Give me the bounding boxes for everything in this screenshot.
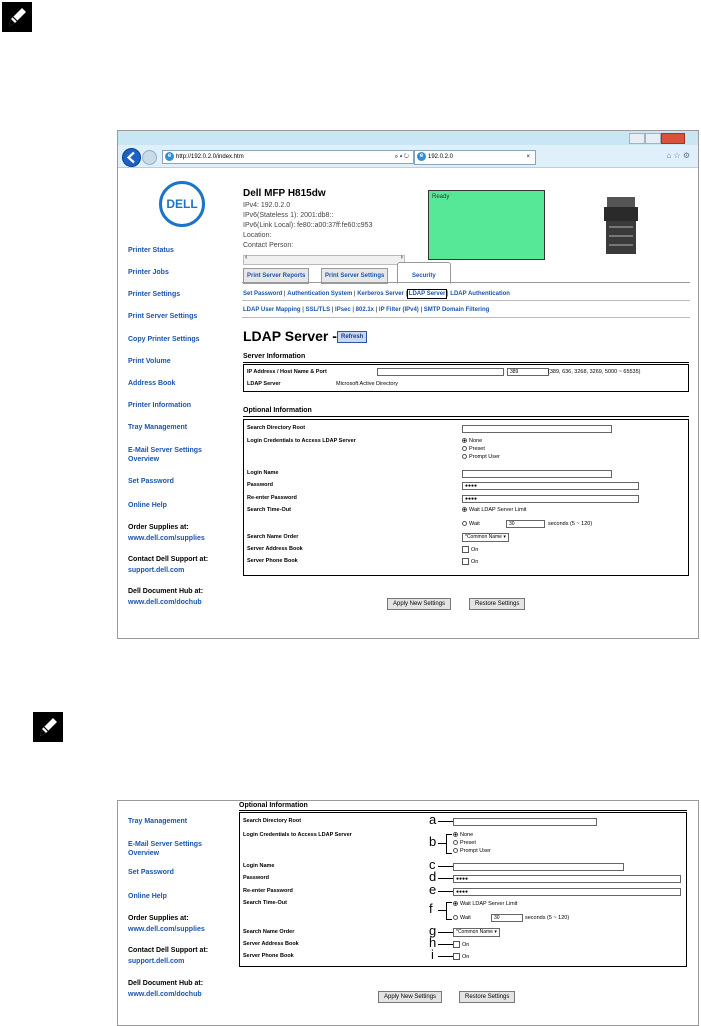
radio-icon	[453, 848, 458, 853]
optional-information-panel	[239, 812, 687, 967]
radio-selected-icon	[462, 438, 467, 443]
sidebar-item-address-book[interactable]: Address Book	[128, 380, 176, 387]
address-book-checkbox[interactable]	[453, 941, 469, 948]
search-timeout-label: Search Time-Out	[243, 900, 287, 906]
search-name-order-label: Search Name Order	[247, 534, 299, 540]
link-ldap-authentication[interactable]: LDAP Authentication	[450, 291, 510, 297]
note-pencil-icon	[2, 2, 32, 32]
links-divider	[242, 300, 690, 301]
sidebar-item-printer-jobs[interactable]: Printer Jobs	[128, 269, 169, 276]
password-input[interactable]: ●●●●	[462, 482, 639, 490]
login-credentials-label: Login Credentials to Access LDAP Server	[247, 438, 356, 444]
sidebar-item-printer-status[interactable]: Printer Status	[128, 247, 174, 254]
tab-close-icon[interactable]: ×	[526, 154, 530, 160]
scroll-right-icon[interactable]: ›	[400, 254, 403, 261]
callout-line	[438, 866, 453, 867]
ie-icon: e	[165, 152, 174, 161]
sidebar-item-tray-management[interactable]: Tray Management	[128, 818, 188, 825]
timeout-wait-option[interactable]	[453, 915, 471, 921]
browser-window	[117, 130, 699, 639]
reenter-password-input[interactable]: ●●●●	[453, 888, 681, 896]
link-set-password[interactable]: Set Password	[243, 291, 283, 297]
callout-h: h	[429, 935, 437, 950]
note-pencil-icon	[33, 712, 63, 742]
phone-book-checkbox[interactable]	[462, 558, 478, 565]
contact-support-link[interactable]: support.dell.com	[128, 567, 185, 574]
device-location: Location:	[243, 232, 272, 239]
callout-line	[438, 821, 453, 822]
ip-address-input[interactable]	[377, 368, 504, 376]
radio-icon	[462, 446, 467, 451]
document-hub-label: Dell Document Hub at:	[128, 980, 204, 987]
optional-information-heading: Optional Information	[239, 802, 308, 809]
timeout-hint: seconds (5 ~ 120)	[525, 915, 570, 921]
document-hub-link[interactable]: www.dell.com/dochub	[128, 991, 202, 998]
checkbox-icon	[462, 546, 469, 553]
device-contact: Contact Person:	[243, 242, 294, 249]
timeout-hint: seconds (5 ~ 120)	[548, 521, 593, 527]
cred-prompt-label: Prompt User	[460, 848, 491, 854]
sidebar-item-print-server-settings[interactable]: Print Server Settings	[128, 313, 198, 320]
apply-new-settings-button[interactable]: Apply New Settings	[378, 991, 442, 1003]
ip-address-label: IP Address / Host Name & Port	[247, 369, 327, 375]
search-name-order-label: Search Name Order	[243, 929, 295, 935]
ldap-server-value: Microsoft Active Directory	[336, 381, 399, 387]
restore-settings-button[interactable]: Restore Settings	[459, 991, 515, 1003]
callout-line	[438, 843, 446, 844]
radio-selected-icon	[453, 832, 458, 837]
link-ipsec[interactable]: IPsec	[335, 307, 351, 313]
timeout-server-limit-option[interactable]	[453, 901, 517, 907]
on-label: On	[462, 941, 470, 948]
document-hub-label: Dell Document Hub at:	[128, 588, 204, 595]
browser-tab[interactable]	[414, 150, 536, 165]
search-root-label: Search Directory Root	[243, 818, 302, 824]
checkbox-icon	[453, 953, 460, 960]
tab-print-server-settings[interactable]: Print Server Settings	[321, 268, 388, 284]
arrow-left-icon	[123, 149, 140, 166]
reenter-password-label: Re-enter Password	[247, 495, 297, 501]
callout-a: a	[429, 812, 437, 827]
reenter-password-input[interactable]: ●●●●	[462, 495, 639, 503]
callout-bracket	[446, 834, 452, 854]
timeout-opt2-label: Wait	[469, 521, 480, 527]
back-button[interactable]	[122, 148, 141, 167]
password-label: Password	[247, 482, 273, 488]
scroll-left-icon[interactable]: ‹	[245, 254, 248, 261]
window-titlebar	[118, 131, 698, 145]
login-name-input[interactable]	[453, 863, 624, 871]
sidebar-item-print-volume[interactable]: Print Volume	[128, 358, 171, 365]
device-ipv6-stateless: IPv6(Stateless 1): 2001:db8::	[243, 212, 334, 219]
cred-prompt-label: Prompt User	[469, 454, 500, 460]
order-supplies-link[interactable]: www.dell.com/supplies	[128, 535, 205, 542]
section-rule	[243, 416, 689, 417]
timeout-wait-option[interactable]	[462, 521, 480, 527]
order-supplies-label: Order Supplies at:	[128, 524, 189, 531]
browser-navbar	[118, 145, 698, 168]
sidebar-item-online-help[interactable]: Online Help	[128, 502, 167, 509]
sidebar-item-tray-management[interactable]: Tray Management	[128, 424, 188, 431]
callout-g: g	[429, 923, 437, 938]
timeout-opt1-label: Wait LDAP Server Limit	[460, 901, 518, 907]
optional-information-heading: Optional Information	[243, 407, 312, 414]
link-ldap-server[interactable]: LDAP Server	[408, 291, 446, 297]
sidebar-item-printer-information[interactable]: Printer Information	[128, 402, 192, 409]
callout-f: f	[429, 901, 433, 916]
link-kerberos-server[interactable]: Kerberos Server	[357, 291, 404, 297]
radio-icon	[462, 454, 467, 459]
order-supplies-link[interactable]: www.dell.com/supplies	[128, 926, 205, 933]
login-name-input[interactable]	[462, 470, 612, 478]
horizontal-scrollbar[interactable]	[243, 255, 405, 265]
timeout-opt2-label: Wait	[460, 915, 471, 921]
reenter-password-label: Re-enter Password	[243, 888, 293, 894]
sidebar-item-email-server-settings[interactable]: E-Mail Server Settings Overview	[128, 841, 202, 857]
maximize-button[interactable]	[645, 133, 661, 144]
callout-e: e	[429, 882, 437, 897]
ldap-server-label: LDAP Server	[247, 381, 281, 387]
contact-support-label: Contact Dell Support at:	[128, 556, 209, 563]
order-supplies-label: Order Supplies at:	[128, 915, 189, 922]
port-hint: (389, 636, 3268, 3269, 5000 ~ 65535)	[548, 369, 641, 375]
timeout-seconds-input[interactable]: 30	[491, 914, 523, 922]
refresh-button[interactable]: Refresh	[337, 331, 367, 343]
callout-b: b	[429, 834, 437, 849]
callout-line	[438, 891, 453, 892]
ie-icon: e	[417, 152, 426, 161]
callout-line	[438, 956, 453, 957]
timeout-opt1-label: Wait LDAP Server Limit	[469, 507, 527, 513]
server-phone-book-label: Server Phone Book	[243, 953, 294, 959]
on-label: On	[471, 558, 479, 565]
contact-support-label: Contact Dell Support at:	[128, 947, 209, 954]
tab-title: 192.0.2.0	[428, 154, 454, 160]
forward-button[interactable]	[142, 150, 157, 165]
security-links-row1: Set Password | Authentication System | Kerberos Server | LDAP Server | LDAP Authentication	[243, 291, 510, 297]
sidebar-item-set-password[interactable]: Set Password	[128, 869, 174, 876]
dell-logo: DELL	[159, 181, 205, 227]
sidebar-item-copy-printer-settings[interactable]: Copy Printer Settings	[128, 336, 200, 343]
radio-icon	[453, 915, 458, 920]
on-label: On	[462, 953, 470, 960]
search-root-input[interactable]	[453, 818, 597, 826]
password-label: Password	[243, 875, 269, 881]
link-authentication-system[interactable]: Authentication System	[287, 291, 353, 297]
callout-d: d	[429, 869, 437, 884]
contact-support-link[interactable]: support.dell.com	[128, 958, 185, 965]
login-credentials-label: Login Credentials to Access LDAP Server	[243, 832, 352, 838]
section-rule	[243, 362, 689, 363]
cred-option-none[interactable]	[453, 832, 473, 838]
printer-image-icon	[601, 193, 641, 257]
server-phone-book-label: Server Phone Book	[247, 558, 298, 564]
document-hub-link[interactable]: www.dell.com/dochub	[128, 599, 202, 606]
browser-toolbar-icons[interactable]: ⌂ ☆ ⚙	[666, 151, 690, 160]
restore-settings-button[interactable]: Restore Settings	[469, 598, 525, 610]
link-ldap-user-mapping[interactable]: LDAP User Mapping	[243, 307, 301, 313]
link-ssl-tls[interactable]: SSL/TLS	[305, 307, 331, 313]
page-title: LDAP Server -	[243, 328, 337, 344]
sidebar-item-printer-settings[interactable]: Printer Settings	[128, 291, 181, 298]
cred-none-label: None	[460, 832, 474, 838]
cred-option-none[interactable]	[462, 438, 482, 444]
search-root-input[interactable]	[462, 425, 612, 433]
minimize-button[interactable]	[629, 133, 645, 144]
cred-preset-label: Preset	[460, 840, 476, 846]
callout-i: i	[431, 947, 434, 962]
device-name: Dell MFP H815dw	[243, 188, 326, 199]
address-bar[interactable]	[162, 150, 414, 164]
address-book-checkbox[interactable]	[462, 546, 478, 553]
callout-line	[438, 878, 453, 879]
close-button[interactable]	[661, 133, 685, 144]
checkbox-icon	[453, 941, 460, 948]
section-rule	[239, 810, 687, 811]
link-ip-filter[interactable]: IP Filter (IPv4)	[378, 307, 419, 313]
search-name-order-select[interactable]: *Common Name ▾	[453, 928, 500, 937]
tab-print-server-reports[interactable]: Print Server Reports	[243, 268, 309, 284]
sidebar-item-set-password[interactable]: Set Password	[128, 478, 174, 485]
sidebar-item-online-help[interactable]: Online Help	[128, 893, 167, 900]
login-name-label: Login Name	[243, 863, 275, 869]
radio-selected-icon	[453, 901, 458, 906]
zoomed-optional-information	[117, 800, 699, 1026]
cred-option-preset[interactable]	[453, 840, 476, 846]
on-label: On	[471, 546, 479, 553]
address-tools-icon[interactable]: ⌕ ▾ ↻	[394, 154, 409, 160]
callout-line	[438, 910, 446, 911]
tab-security[interactable]: Security	[397, 262, 451, 284]
search-name-order-select[interactable]: *Common Name ▾	[462, 533, 509, 542]
server-address-book-label: Server Address Book	[243, 941, 299, 947]
callout-bracket	[446, 902, 452, 920]
cred-option-prompt[interactable]	[453, 848, 491, 854]
callout-line	[438, 932, 453, 933]
cred-none-label: None	[469, 438, 483, 444]
cred-option-preset[interactable]	[462, 446, 485, 452]
security-links-row2: LDAP User Mapping | SSL/TLS | IPsec | 802.1x | IP Filter (IPv4) | SMTP Domain Filtering	[243, 307, 490, 313]
links-divider	[242, 317, 690, 318]
port-input[interactable]: 389	[507, 368, 549, 376]
printer-status-box	[428, 190, 545, 260]
cred-preset-label: Preset	[469, 446, 485, 452]
callout-c: c	[429, 857, 436, 872]
server-information-panel	[243, 364, 689, 392]
search-timeout-label: Search Time-Out	[247, 507, 291, 513]
tab-divider	[242, 282, 690, 283]
timeout-seconds-input[interactable]: 30	[506, 520, 545, 528]
server-information-heading: Server Information	[243, 353, 306, 360]
sidebar-item-email-server-settings[interactable]: E-Mail Server Settings Overview	[128, 447, 202, 463]
radio-selected-icon	[462, 507, 467, 512]
server-address-book-label: Server Address Book	[247, 546, 303, 552]
link-smtp-domain-filtering[interactable]: SMTP Domain Filtering	[423, 307, 490, 313]
timeout-server-limit-option[interactable]	[462, 507, 526, 513]
radio-icon	[462, 521, 467, 526]
search-root-label: Search Directory Root	[247, 425, 306, 431]
link-8021x[interactable]: 802.1x	[355, 307, 374, 313]
callout-line	[438, 944, 453, 945]
radio-icon	[453, 840, 458, 845]
phone-book-checkbox[interactable]	[453, 953, 469, 960]
address-url: http://192.0.2.0/index.htm	[176, 154, 244, 160]
cred-option-prompt[interactable]	[462, 454, 500, 460]
password-input[interactable]: ●●●●	[453, 875, 681, 883]
checkbox-icon	[462, 558, 469, 565]
apply-new-settings-button[interactable]: Apply New Settings	[387, 598, 451, 610]
login-name-label: Login Name	[247, 470, 279, 476]
optional-information-panel	[243, 419, 689, 576]
status-text: Ready	[432, 194, 450, 200]
device-ipv6-link-local: IPv6(Link Local): fe80::a00:37ff:fe60:c953	[243, 222, 373, 229]
device-ipv4: IPv4: 192.0.2.0	[243, 202, 291, 209]
